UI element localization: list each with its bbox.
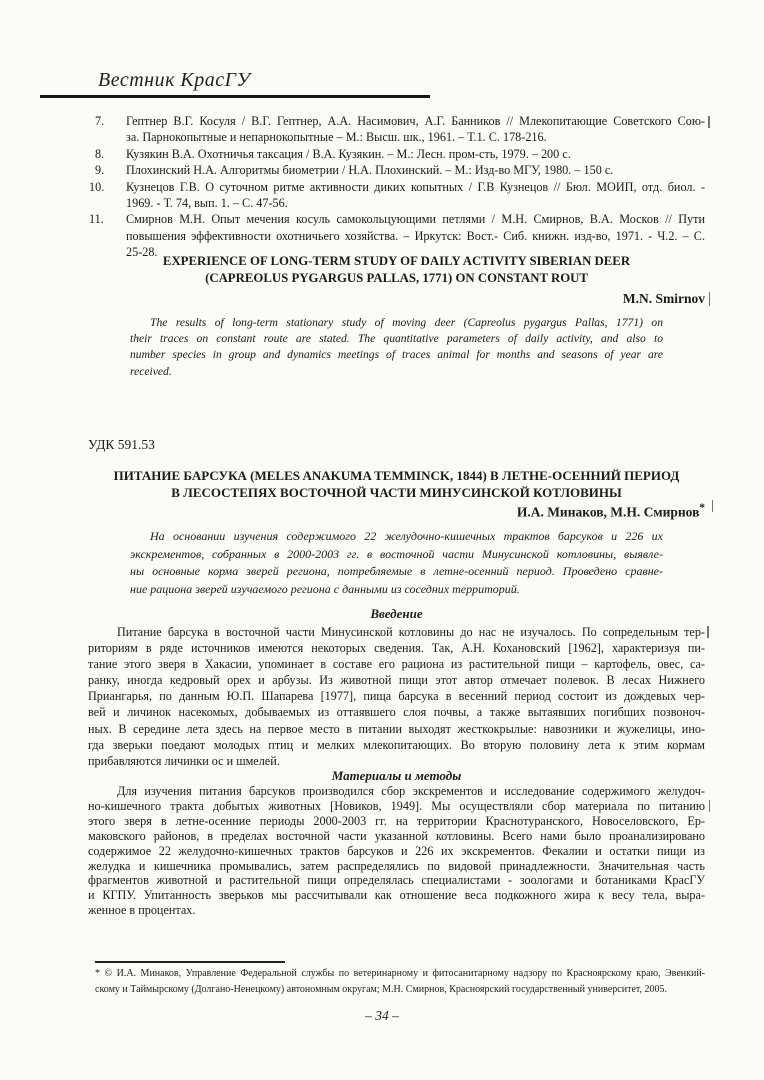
section-heading-methods: Материалы и методы: [331, 768, 462, 783]
introduction-paragraph: Питание барсука в восточной части Минусинской котловины до нас не изучалось. По сопредельным тер- риториям в ряде источников имеются некоторых сведения. Так, А.Н. Кохановский [1962], характеризуя пи- тание этого зверя в Хакасии, упоминает в составе его рациона из растительной пищи – картофель, овес, са- ранку, иногда кедровый орех и арбузы. Из животной пищи этот автор отмечает полевок. В лесах Нижнего Приангарья, по данным Ю.П. Шапарева [1977], пища барсука в весенний период состоит из дождевых чер- вей и личинок насекомых, добываемых из оттаявшего слоя почвы, а также вытаявших погибших позвоноч- ных. В середине лета здесь на первое место в питании выходят жесткокрылые: навозники и жужелицы, ино- гда зверьки поедают молодых птиц и мелких млекопитающих. Во вторую половину лета к этим кормам прибавляются личинки ос и шмелей.: [88, 625, 705, 768]
article-author-en: M.N. Smirnov: [622, 291, 705, 306]
header-rule: [40, 95, 430, 98]
scan-artifact: [709, 292, 710, 306]
page-number: – 34 –: [365, 1008, 399, 1023]
authors-footnote-mark: *: [699, 502, 705, 514]
reference-number: 9.: [95, 163, 105, 178]
reference-number: 8.: [95, 146, 105, 161]
article-authors-ru: [88, 502, 705, 521]
scan-artifact: [708, 116, 710, 128]
methods-paragraph: Для изучения питания барсуков производился сбор экскрементов и исследование содержимого желудоч- но-кишечного тракта добытых животных [Новиков, 1949]. Мы осуществляли сбор материала по питанию этого зверя в летне-осенние периоды 2000-2003 гг. на территории Краснотуранского, Новоселовского, Ер- маковского районов, в пределах восточной части указанной котловины. Всего нами было проанализировано содержимое 22 желудочно-кишечных трактов барсуков и 226 их экскрементов. Фекалии и остатки пищи из желудка и кишечника промывались, затем распределялись по видовой принадлежности. Значительная часть фрагментов животной и растительной пищи определялась специалистами - зоологами и ботаниками КрасГУ и КГПУ. Упитанность зверьков мы рассчитывали как отношение веса подкожного жира к весу тела, выра- женное в процентах.: [88, 784, 705, 918]
section-heading-introduction: Введение: [370, 606, 423, 621]
reference-item: [88, 146, 705, 162]
reference-item: [88, 179, 705, 212]
reference-number: 7.: [95, 114, 105, 128]
abstract-ru: На основании изучения содержимого 22 желудочно-кишечных трактов барсуков и 226 их экскрементов, собранных в 2000-2003 гг. в восточной части Минусинской котловины, выявле- ны основные корма зверей региона, потребляемые в летне-осенний период. Проведено сравне- ние рациона зверей изучаемого региона с данными из соседних территорий.: [130, 529, 663, 597]
scan-artifact: [712, 500, 713, 512]
reference-text: Кузякин В.А. Охотничья таксация / В.А. Кузякин. – М.: Лесн. пром-сть, 1979. – 200 с.: [126, 146, 571, 161]
udk-code: УДК 591.53: [88, 437, 155, 452]
article-title-ru: ПИТАНИЕ БАРСУКА (MELES ANAKUMA TEMMINCK, 1844) В ЛЕТНЕ-ОСЕННИЙ ПЕРИОД В ЛЕСОСТЕПЯХ ВОСТОЧНОЙ ЧАСТИ МИНУСИНСКОЙ КОТЛОВИНЫ: [113, 468, 680, 500]
scan-artifact: [707, 626, 709, 638]
abstract-en: The results of long-term stationary study of moving deer (Capreolus pygargus Pallas, 1771) on their traces on constant route are stated. The quantitative parameters of daily activity, and also to number species in group and dynamics meetings of traces animal for months and seasons of year are received.: [130, 316, 663, 378]
reference-number: 11.: [89, 212, 104, 227]
article-title-en: EXPERIENCE OF LONG-TERM STUDY OF DAILY ACTIVITY SIBERIAN DEER (CAPREOLUS PYGARGUS PALLAS, 1771) ON CONSTANT ROUT: [162, 254, 631, 285]
reference-text: Смирнов М.Н. Опыт мечения косуль самокольцующими петлями / М.Н. Смирнов, В.А. Москов // Пути повышения эффективности охотничьего хозяйства. – Иркутск: Вост.- Сиб. книжн. изд-во, 1971. - Ч.2. – С. 25-28.: [126, 212, 705, 260]
reference-item: [88, 162, 705, 178]
reference-text: Плохинский Н.А. Алгоритмы биометрии / Н.А. Плохинский. – М.: Изд-во МГУ, 1980. – 150 с.: [126, 163, 614, 178]
reference-number: 10.: [89, 179, 105, 194]
scan-artifact: [709, 800, 710, 812]
reference-list: [88, 113, 705, 261]
reference-text: Гептнер В.Г. Косуля / В.Г. Гептнер, А.А. Насимович, А.Г. Банников // Млекопитающие Советского Сою- за. Парнокопытные и непарнокопытные – М.: Высш. шк., 1961. – Т.1. С. 178-216.: [126, 114, 705, 145]
footnote-rule: [95, 961, 285, 963]
reference-text: Кузнецов Г.В. О суточном ритме активности диких копытных / Г.В Кузнецов // Бюл. МОИП, отд. биол. - 1969. - Т. 74, вып. 1. – С. 47-56.: [126, 179, 705, 211]
copyright-footnote: * © И.А. Минаков, Управление Федеральной службы по ветеринарному и фитосанитарному надзору по Красноярскому краю, Эвенкий- скому и Таймырскому (Долгано-Ненецкому) автономным округам; М.Н. Смирнов, Красноярский государственный университет, 2005.: [95, 968, 705, 995]
journal-header-title: Вестник КрасГУ: [98, 69, 251, 91]
authors-ru-names: И.А. Минаков, М.Н. Смирнов: [516, 504, 700, 520]
reference-item: [88, 113, 705, 146]
